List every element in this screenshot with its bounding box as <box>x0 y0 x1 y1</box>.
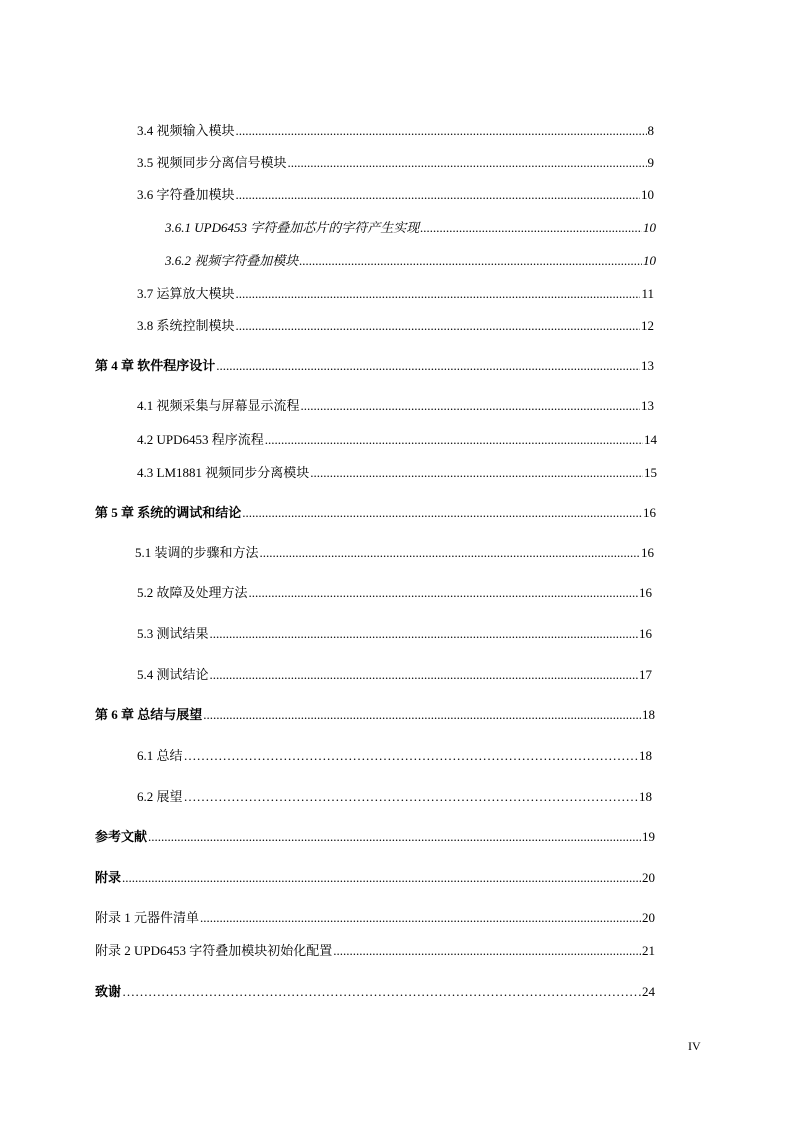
toc-page-number: 16 <box>641 545 654 560</box>
toc-leader-dots <box>236 187 640 203</box>
toc-label: 3.8 系统控制模块 <box>137 318 235 333</box>
toc-chapter-6[interactable] <box>95 707 655 723</box>
toc-entry-5-2[interactable] <box>137 585 652 601</box>
toc-page-number: 18 <box>642 707 655 722</box>
toc-label: 3.5 视频同步分离信号模块 <box>137 155 287 170</box>
toc-chapter-4[interactable] <box>95 358 654 374</box>
toc-leader-dots <box>260 545 640 561</box>
toc-leader-dots <box>122 984 641 1000</box>
toc-leader-dots <box>301 398 640 414</box>
toc-page-number: 16 <box>643 505 656 520</box>
toc-page-number: 11 <box>641 286 654 301</box>
toc-leader-dots <box>288 155 647 171</box>
toc-page-number: 14 <box>644 432 657 447</box>
toc-leader-dots <box>216 358 640 374</box>
toc-label: 3.7 运算放大模块 <box>137 286 235 301</box>
toc-leader-dots <box>122 870 641 886</box>
toc-leader-dots <box>200 910 641 926</box>
toc-label: 3.6 字符叠加模块 <box>137 187 235 202</box>
toc-page-number: 17 <box>639 667 652 682</box>
toc-leader-dots <box>210 626 638 642</box>
toc-page-number: 15 <box>644 465 657 480</box>
toc-leader-dots <box>249 585 638 601</box>
toc-entry-3-6-2[interactable] <box>165 253 656 269</box>
toc-leader-dots <box>299 253 642 269</box>
toc-appendix-2[interactable] <box>95 943 655 959</box>
toc-leader-dots <box>242 505 642 521</box>
toc-label: 附录 <box>95 870 122 885</box>
toc-leader-dots <box>310 465 643 481</box>
toc-page-number: 20 <box>642 910 655 925</box>
toc-leader-dots <box>333 943 641 959</box>
toc-entry-4-1[interactable] <box>137 398 654 414</box>
toc-label: 附录 1 元器件清单 <box>95 910 200 925</box>
toc-page-number: 24 <box>642 984 655 999</box>
toc-page-number: 16 <box>639 585 652 600</box>
toc-page-number: 13 <box>641 358 654 373</box>
toc-page-number: 8 <box>647 123 654 138</box>
toc-page-number: 10 <box>641 187 654 202</box>
toc-label: 6.1 总结 <box>137 748 183 763</box>
toc-entry-3-8[interactable] <box>137 318 654 334</box>
page-footer-number: IV <box>688 1039 701 1053</box>
toc-label: 5.3 测试结果 <box>137 626 209 641</box>
toc-page-number: 10 <box>643 253 656 268</box>
toc-page-number: 21 <box>642 943 655 958</box>
toc-page-number: 10 <box>643 220 656 235</box>
toc-entry-4-2[interactable] <box>137 432 657 448</box>
toc-entry-3-6-1[interactable] <box>165 220 656 236</box>
toc-chapter-5[interactable] <box>95 505 656 521</box>
toc-page-number: 18 <box>639 748 652 763</box>
toc-label: 5.2 故障及处理方法 <box>137 585 248 600</box>
toc-label: 第 5 章 系统的调试和结论 <box>95 505 242 520</box>
toc-page-number: 18 <box>639 789 652 804</box>
toc-leader-dots <box>236 318 640 334</box>
toc-label: 4.2 UPD6453 程序流程 <box>137 432 264 447</box>
toc-entry-3-7[interactable] <box>137 286 654 302</box>
toc-entry-3-5[interactable] <box>137 155 654 171</box>
toc-leader-dots <box>236 286 641 302</box>
toc-label: 致谢 <box>95 984 122 999</box>
toc-label: 参考文献 <box>95 829 148 844</box>
toc-appendix-1[interactable] <box>95 910 655 926</box>
toc-label: 4.3 LM1881 视频同步分离模块 <box>137 465 310 480</box>
toc-leader-dots <box>184 789 638 805</box>
toc-leader-dots <box>420 220 642 236</box>
toc-entry-6-2[interactable] <box>137 789 652 805</box>
toc-label: 4.1 视频采集与屏幕显示流程 <box>137 398 300 413</box>
toc-references[interactable] <box>95 829 655 845</box>
toc-label: 3.4 视频输入模块 <box>137 123 235 138</box>
toc-page-number: 19 <box>642 829 655 844</box>
toc-page-number: 12 <box>641 318 654 333</box>
toc-acknowledgement[interactable] <box>95 984 655 1000</box>
toc-page-number: 16 <box>639 626 652 641</box>
toc-label: 3.6.1 UPD6453 字符叠加芯片的字符产生实现 <box>165 220 420 235</box>
toc-leader-dots <box>236 123 647 139</box>
toc-entry-5-4[interactable] <box>137 667 652 683</box>
toc-label: 5.1 装调的步骤和方法 <box>135 545 259 560</box>
toc-entry-5-3[interactable] <box>137 626 652 642</box>
toc-leader-dots <box>210 667 638 683</box>
toc-label: 第 6 章 总结与展望 <box>95 707 203 722</box>
toc-leader-dots <box>148 829 641 845</box>
toc-label: 5.4 测试结论 <box>137 667 209 682</box>
toc-entry-4-3[interactable] <box>137 465 657 481</box>
toc-appendix[interactable] <box>95 870 655 886</box>
toc-leader-dots <box>203 707 641 723</box>
toc-entry-3-6[interactable] <box>137 187 654 203</box>
toc-label: 第 4 章 软件程序设计 <box>95 358 216 373</box>
toc-entry-5-1[interactable] <box>135 545 654 561</box>
toc-label: 3.6.2 视频字符叠加模块 <box>165 253 299 268</box>
toc-label: 附录 2 UPD6453 字符叠加模块初始化配置 <box>95 943 333 958</box>
toc-page-number: 20 <box>642 870 655 885</box>
toc-page-number: 9 <box>647 155 654 170</box>
toc-page-number: 13 <box>641 398 654 413</box>
toc-leader-dots <box>265 432 643 448</box>
toc-entry-6-1[interactable] <box>137 748 652 764</box>
toc-entry-3-4[interactable] <box>137 123 654 139</box>
toc-label: 6.2 展望 <box>137 789 183 804</box>
toc-leader-dots <box>184 748 638 764</box>
